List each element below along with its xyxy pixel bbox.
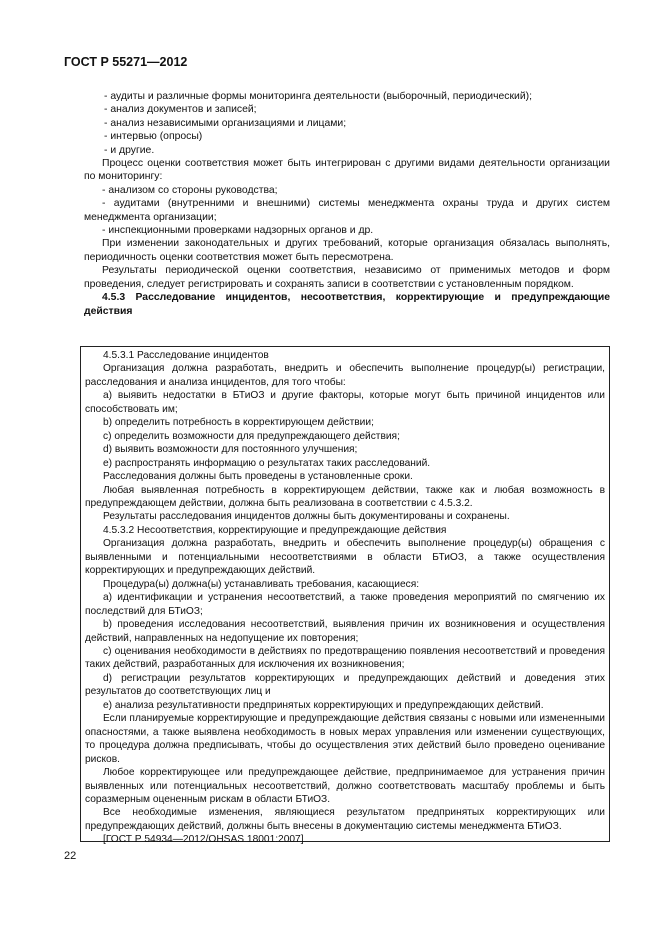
list-item: - интервью (опросы)	[104, 131, 203, 143]
box-paragraph: b) проведения исследования несоответствий, выявления причин их возникновения и осуществления действий, направленных на недопущение их повторения;	[85, 619, 605, 644]
box-paragraph: e) анализа результативности предпринятых корректирующих и предупреждающих действий.	[103, 699, 544, 711]
main-text	[84, 90, 610, 318]
section-heading: 4.5.3 Расследование инцидентов, несоответствия, корректирующие и предупреждающие действия	[84, 292, 610, 317]
box-paragraph: d) выявить возможности для постоянного улучшения;	[103, 444, 358, 456]
box-paragraph: а) идентификации и устранения несоответствий, а также проведения мероприятий по смягчению их последствий для БТиОЗ;	[85, 592, 605, 617]
box-paragraph: Любая выявленная потребность в корректирующем действии, также как и любая возможность в предупреждающем действии, должна быть реализована в соответствии с 4.5.3.2.	[85, 484, 605, 509]
list-item: - аудиты и различные формы мониторинга деятельности (выборочный, периодический);	[104, 91, 532, 102]
list-item: - анализ документов и записей;	[104, 104, 257, 116]
page-number: 22	[64, 850, 77, 862]
paragraph-integration: Процесс оценки соответствия может быть интегрирован с другими видами деятельности организации по мониторингу:	[84, 158, 610, 183]
box-paragraph: c) оценивания необходимости в действиях по предотвращению появления несоответствий и проведения таких действий, разработанных для исключения их возникновения;	[85, 645, 605, 671]
box-paragraph: Если планируемые корректирующие и предупреждающие действия связаны с новыми или измененными опасностями, а также выявлена необходимость в новых мерах управления или изменении существующих, то процедура должна предписывать, чтобы до осуществления этих действий было проведено оценивание рисков.	[85, 713, 605, 765]
list-item: - инспекционными проверками надзорных органов и др.	[102, 225, 374, 237]
box-paragraph: Любое корректирующее или предупреждающее действие, предпринимаемое для устранения причин выявленных или потенциальных несоответствий, должно соответствовать масштабу проблемы и быть соразмерным оцененным рискам в области БТиОЗ.	[85, 767, 605, 805]
box-paragraph: 4.5.3.2 Несоответствия, корректирующие и предупреждающие действия	[103, 524, 447, 536]
paragraph-results: Результаты периодической оценки соответствия, независимо от применимых методов и форм проведения, следует регистрировать и сохранять записи в соответствии с установленным порядком.	[84, 265, 610, 290]
box-paragraph: Расследования должны быть проведены в установленные сроки.	[103, 471, 413, 483]
list-item: - анализ независимыми организациями и лицами;	[104, 117, 347, 129]
list-item: - анализом со стороны руководства;	[102, 184, 278, 196]
box-paragraph: b) определить потребность в корректирующем действии;	[103, 417, 374, 429]
box-paragraph: Результаты расследования инцидентов должны быть документированы и сохранены.	[103, 511, 510, 523]
box-paragraph: c) определить возможности для предупреждающего действия;	[103, 430, 400, 442]
list-item: - аудитами (внутренними и внешними) системы менеджмента охраны труда и других систем менеджмента организации;	[84, 198, 610, 223]
paragraph-change: При изменении законодательных и других требований, которые организация обязалась выполнять, периодичность оценки соответствия может быть пересмотрена.	[84, 238, 610, 263]
list-item: - и другие.	[104, 144, 155, 156]
box-reference: [ГОСТ Р 54934—2012/OHSAS 18001:2007]	[103, 834, 304, 846]
box-paragraph: а) выявить недостатки в БТиОЗ и другие факторы, которые могут быть причиной инцидентов или способствовать им;	[85, 390, 605, 415]
box-paragraph: Организация должна разработать, внедрить и обеспечить выполнение процедур(ы) обращения с выявленными и потенциальными несоответствиями в области БТиОЗ, а также осуществления корректирующих и предупреждающих действий.	[85, 538, 605, 577]
quoted-standard-box	[80, 346, 610, 846]
box-paragraph: Организация должна разработать, внедрить и обеспечить выполнение процедур(ы) регистрации, расследования и анализа инцидентов, для того чтобы:	[85, 363, 605, 388]
box-paragraph: Все необходимые изменения, являющиеся результатом предпринятых корректирующих или предупреждающих действий, должны быть внесены в документацию системы менеджмента БТиОЗ.	[85, 807, 605, 832]
box-paragraph: d) регистрации результатов корректирующих и предупреждающих действий и доведения этих результатов до соответствующих лиц и	[85, 672, 605, 698]
box-paragraph: Процедура(ы) должна(ы) устанавливать требования, касающиеся:	[103, 578, 420, 590]
box-paragraph: 4.5.3.1 Расследование инцидентов	[103, 350, 269, 361]
page-header: ГОСТ Р 55271—2012	[64, 55, 188, 69]
box-paragraph: e) распространять информацию о результатах таких расследований.	[103, 457, 431, 469]
